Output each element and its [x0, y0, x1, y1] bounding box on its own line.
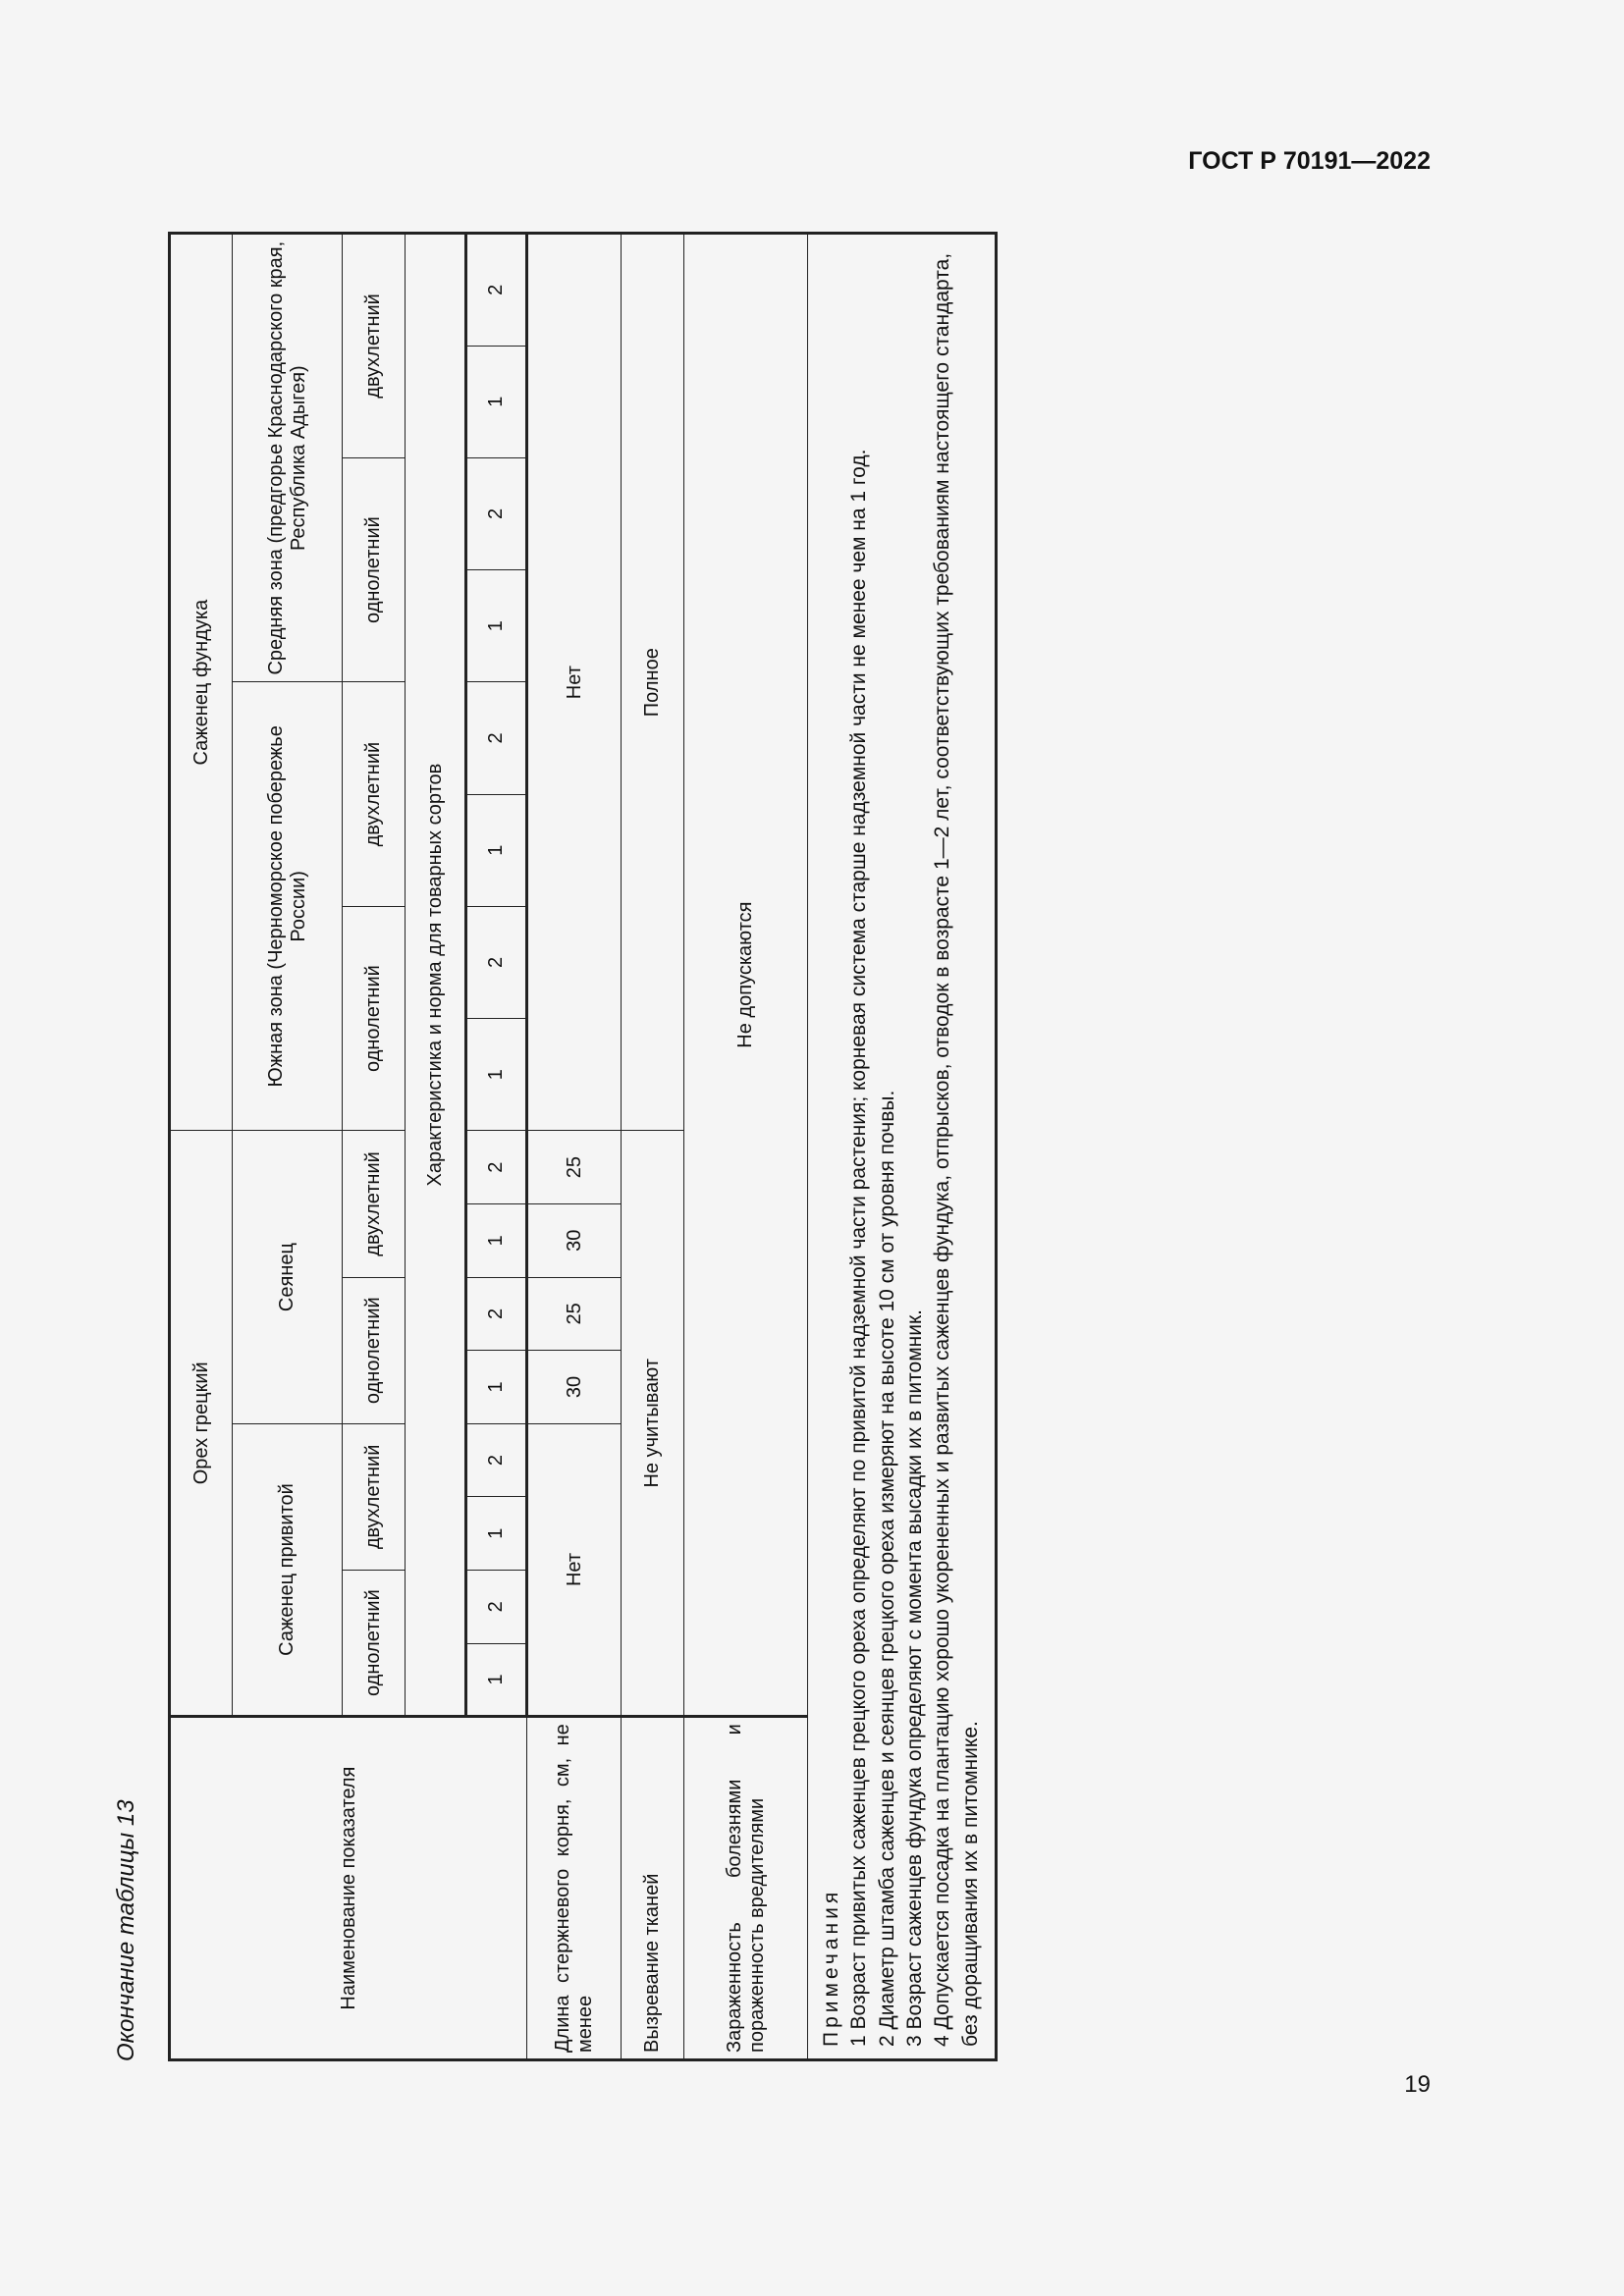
header-indicator-name: Наименование показателя — [170, 1717, 527, 2060]
grade-label: 1 — [466, 346, 527, 457]
row-name-root-length: Длина стержневого корня, см, не менее — [527, 1717, 622, 2060]
cell-seed-1y-g1: 30 — [527, 1351, 622, 1424]
age-two-year: двухлетний — [343, 1131, 406, 1277]
table-caption: Окончание таблицы 13 — [113, 1799, 139, 2061]
table-notes — [808, 234, 997, 2060]
header-middle-zone: Средняя зона (предгорье Краснодарского края, Республика Адыгея) — [233, 234, 343, 682]
age-one-year: однолетний — [343, 457, 406, 682]
document-code: ГОСТ Р 70191—2022 — [1188, 147, 1431, 175]
cell-hazel-tissue-maturity: Полное — [622, 234, 684, 1131]
header-char-norm: Характеристика и норма для товарных сортов — [406, 234, 466, 1717]
grade-label: 2 — [466, 1131, 527, 1204]
header-grafted: Саженец привитой — [233, 1423, 343, 1716]
note-2: 2 Диаметр штамба саженцев и сеянцев грецкого ореха измеряют на высоте 10 см от уровня почвы. — [875, 1090, 898, 2047]
cell-seed-2y-g1: 30 — [527, 1203, 622, 1277]
grade-label: 2 — [466, 234, 527, 347]
age-two-year: двухлетний — [343, 682, 406, 907]
row-name-tissue-maturity: Вызревание тканей — [622, 1717, 684, 2060]
notes-title: Примечания — [820, 1888, 842, 2047]
age-one-year: однолетний — [343, 1571, 406, 1717]
note-4: 4 Допускается посадка на плантацию хорошо укорененных и развитых саженцев фундука, отпрысков, отводок в возрасте 1—2 лет, соответствующих требованиям настоящего стандарта, без доращивания их в питомнике. — [931, 252, 982, 2047]
grade-label: 2 — [466, 1423, 527, 1497]
grade-label: 2 — [466, 1571, 527, 1644]
header-walnut: Орех грецкий — [170, 1131, 233, 1717]
grade-label: 2 — [466, 682, 527, 794]
grade-label: 1 — [466, 1203, 527, 1277]
row-name-infestation: Зараженность болезнями и пораженность вредителями — [684, 1717, 808, 2060]
age-two-year: двухлетний — [343, 234, 406, 458]
cell-infestation: Не допускаются — [684, 234, 808, 1717]
cell-hazel-root-length: Нет — [527, 234, 622, 1131]
header-seedling: Сеянец — [233, 1131, 343, 1423]
age-one-year: однолетний — [343, 906, 406, 1131]
grade-label: 2 — [466, 906, 527, 1018]
rotated-table-block — [113, 108, 1056, 2061]
grade-label: 1 — [466, 794, 527, 906]
grade-label: 1 — [466, 1019, 527, 1131]
grade-label: 1 — [466, 1643, 527, 1717]
age-two-year: двухлетний — [343, 1423, 406, 1570]
grade-label: 1 — [466, 570, 527, 682]
grade-label: 2 — [466, 1277, 527, 1351]
cell-walnut-tissue-maturity: Не учитывают — [622, 1131, 684, 1717]
page-number: 19 — [1404, 2071, 1431, 2098]
grade-label: 2 — [466, 457, 527, 569]
grade-label: 1 — [466, 1497, 527, 1571]
note-3: 3 Возраст саженцев фундука определяют с момента высадки их в питомник. — [903, 1309, 927, 2047]
age-one-year: однолетний — [343, 1277, 406, 1423]
cell-seed-2y-g2: 25 — [527, 1131, 622, 1204]
header-south-zone: Южная зона (Черноморское побережье России) — [233, 682, 343, 1131]
cell-grafted-root-length: Нет — [527, 1423, 622, 1716]
table-13 — [168, 232, 998, 2061]
grade-label: 1 — [466, 1351, 527, 1424]
header-hazel: Саженец фундука — [170, 234, 233, 1131]
cell-seed-1y-g2: 25 — [527, 1277, 622, 1351]
note-1: 1 Возраст привитых саженцев грецкого ореха определяют по привитой надземной части растения; корневая система старше надземной части не менее чем на 1 год. — [847, 449, 871, 2047]
